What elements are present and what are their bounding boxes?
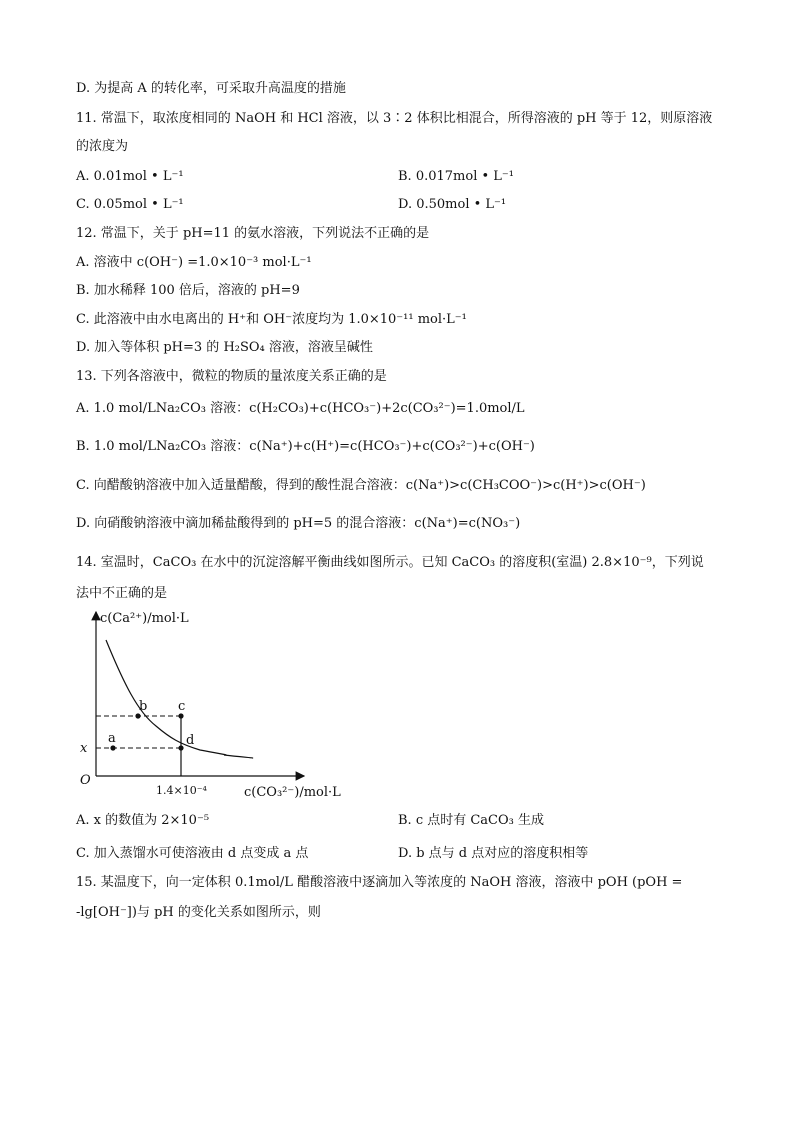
q12-option-b: B. 加水稀释 100 倍后，溶液的 pH=9 bbox=[76, 283, 300, 298]
q14-option-a: A. x 的数值为 2×10⁻⁵ bbox=[76, 813, 210, 828]
label-d: d bbox=[186, 733, 195, 748]
q14-stem-2: 法中不正确的是 bbox=[76, 586, 168, 601]
q11-option-b: B. 0.017mol • L⁻¹ bbox=[398, 169, 514, 184]
point-c bbox=[178, 713, 183, 718]
q12-option-d: D. 加入等体积 pH=3 的 H₂SO₄ 溶液，溶液呈碱性 bbox=[76, 340, 373, 355]
q13-stem: 13. 下列各溶液中，微粒的物质的量浓度关系正确的是 bbox=[76, 369, 387, 384]
q12-option-a: A. 溶液中 c(OH⁻) =1.0×10⁻³ mol·L⁻¹ bbox=[76, 255, 312, 270]
label-c: c bbox=[178, 699, 186, 714]
point-b bbox=[135, 713, 140, 718]
y-axis-label: c(Ca²⁺)/mol·L bbox=[100, 611, 189, 626]
q13-option-d: D. 向硝酸钠溶液中滴加稀盐酸得到的 pH=5 的混合溶液：c(Na⁺)=c(NO₃⁻) bbox=[76, 516, 521, 531]
caco3-solubility-figure bbox=[76, 604, 356, 804]
q11-stem-1: 11. 常温下，取浓度相同的 NaOH 和 HCl 溶液，以 3∶2 体积比相混合，所得溶液的 pH 等于 12，则原溶液 bbox=[76, 111, 713, 126]
q11-stem-2: 的浓度为 bbox=[76, 139, 129, 154]
x-tick-label: 1.4×10⁻⁴ bbox=[156, 784, 207, 797]
q13-option-c: C. 向醋酸钠溶液中加入适量醋酸，得到的酸性混合溶液：c(Na⁺)>c(CH₃COO⁻)>c(H⁺)>c(OH⁻) bbox=[76, 478, 646, 493]
q11-option-a: A. 0.01mol • L⁻¹ bbox=[76, 169, 184, 184]
point-d bbox=[178, 745, 183, 750]
point-a bbox=[110, 745, 115, 750]
q14-stem-1: 14. 室温时，CaCO₃ 在水中的沉淀溶解平衡曲线如图所示。已知 CaCO₃ 的溶度积(室温) 2.8×10⁻⁹，下列说 bbox=[76, 555, 704, 570]
q14-option-b: B. c 点时有 CaCO₃ 生成 bbox=[398, 813, 545, 828]
label-b: b bbox=[139, 699, 148, 714]
q11-option-d: D. 0.50mol • L⁻¹ bbox=[398, 197, 507, 212]
q13-option-b: B. 1.0 mol/LNa₂CO₃ 溶液：c(Na⁺)+c(H⁺)=c(HCO₃⁻)+c(CO₃²⁻)+c(OH⁻) bbox=[76, 439, 535, 454]
q13-option-a: A. 1.0 mol/LNa₂CO₃ 溶液：c(H₂CO₃)+c(HCO₃⁻)+2c(CO₃²⁻)=1.0mol/L bbox=[76, 401, 525, 416]
q12-stem: 12. 常温下，关于 pH=11 的氨水溶液，下列说法不正确的是 bbox=[76, 226, 430, 241]
y-tick-x: x bbox=[80, 741, 88, 756]
q11-option-c: C. 0.05mol • L⁻¹ bbox=[76, 197, 184, 212]
q15-stem-2: -lg[OH⁻])与 pH 的变化关系如图所示，则 bbox=[76, 905, 321, 920]
q14-option-d: D. b 点与 d 点对应的溶度积相等 bbox=[398, 846, 589, 861]
q14-option-c: C. 加入蒸馏水可使溶液由 d 点变成 a 点 bbox=[76, 846, 309, 861]
label-a: a bbox=[108, 731, 116, 746]
q10-option-d: D. 为提高 A 的转化率，可采取升高温度的措施 bbox=[76, 81, 346, 96]
origin-label: O bbox=[80, 773, 91, 788]
q15-stem-1: 15. 某温度下，向一定体积 0.1mol/L 醋酸溶液中逐滴加入等浓度的 NaOH 溶液，溶液中 pOH (pOH = bbox=[76, 875, 683, 890]
x-axis-label: c(CO₃²⁻)/mol·L bbox=[244, 785, 341, 800]
q12-option-c: C. 此溶液中由水电离出的 H⁺和 OH⁻浓度均为 1.0×10⁻¹¹ mol·L⁻¹ bbox=[76, 312, 467, 327]
